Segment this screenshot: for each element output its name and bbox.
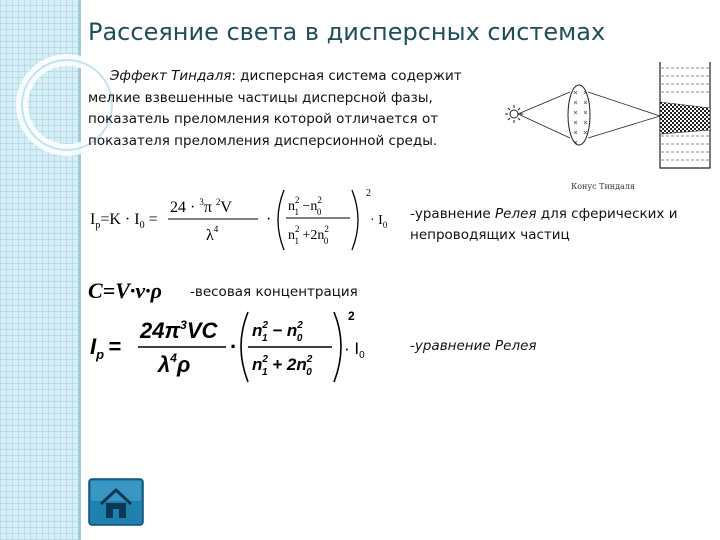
note-rayleigh: -уравнение Релея — [410, 338, 537, 354]
home-button[interactable] — [88, 478, 144, 526]
weight-concentration-formula: C=V·ν·ρ — [88, 278, 162, 303]
f1-numerator: 24 · $^3$π $^2$V — [170, 197, 232, 216]
figure-caption: Конус Тиндаля — [571, 182, 635, 191]
f1-inner-denominator: $n^2$ $1 +2n^2$ 0 — [288, 224, 329, 246]
f3-inner-numerator: $n^2$ $1 - n^2$ 0 — [252, 320, 303, 344]
note-rayleigh-spherical: -уравнение Релея для сферических и непроводящих частиц — [410, 206, 678, 243]
f3-lhs: $I_p$ = — [90, 334, 121, 362]
f3-dot: · — [230, 334, 238, 359]
f1-inner-numerator: $n^2$ $1 -n^2$ 0 — [288, 195, 322, 217]
f1-lhs: $I_р=K \cdot I_0$ = — [90, 211, 158, 231]
note-weight-concentration: -весовая концентрация — [190, 284, 358, 300]
f1-denominator: $\lambda^4$ — [206, 224, 219, 244]
f3-inner-denominator: $n^2$ $1 + 2n^2$ 0 — [252, 354, 313, 378]
tyndall-figure — [492, 58, 714, 196]
tyndall-diagram — [492, 58, 714, 180]
tyndall-term: Эффект Тиндаля — [110, 68, 232, 84]
f3-denominator: $\lambda^4\rho$ — [158, 351, 191, 377]
rayleigh-formula-spherical — [88, 184, 398, 252]
f3-numerator: $24\pi^3VC$ — [140, 318, 218, 343]
f3-tail: · $I_0$ — [344, 339, 365, 361]
intro-paragraph — [88, 66, 473, 152]
f1-dot: · — [266, 211, 272, 228]
f3-outer-power: 2 — [348, 309, 355, 323]
intro-text: : дисперсная система содержит мелкие взвешенные частицы дисперсной фазы, показатель преломления которой отличается от показателя преломления дисперсионной среды. — [88, 68, 462, 149]
rayleigh-formula — [88, 306, 378, 388]
f1-tail: · $I_0$ — [370, 213, 388, 230]
slide-title: Рассеяние света в дисперсных системах — [88, 18, 606, 46]
f1-outer-power: 2 — [366, 188, 371, 199]
